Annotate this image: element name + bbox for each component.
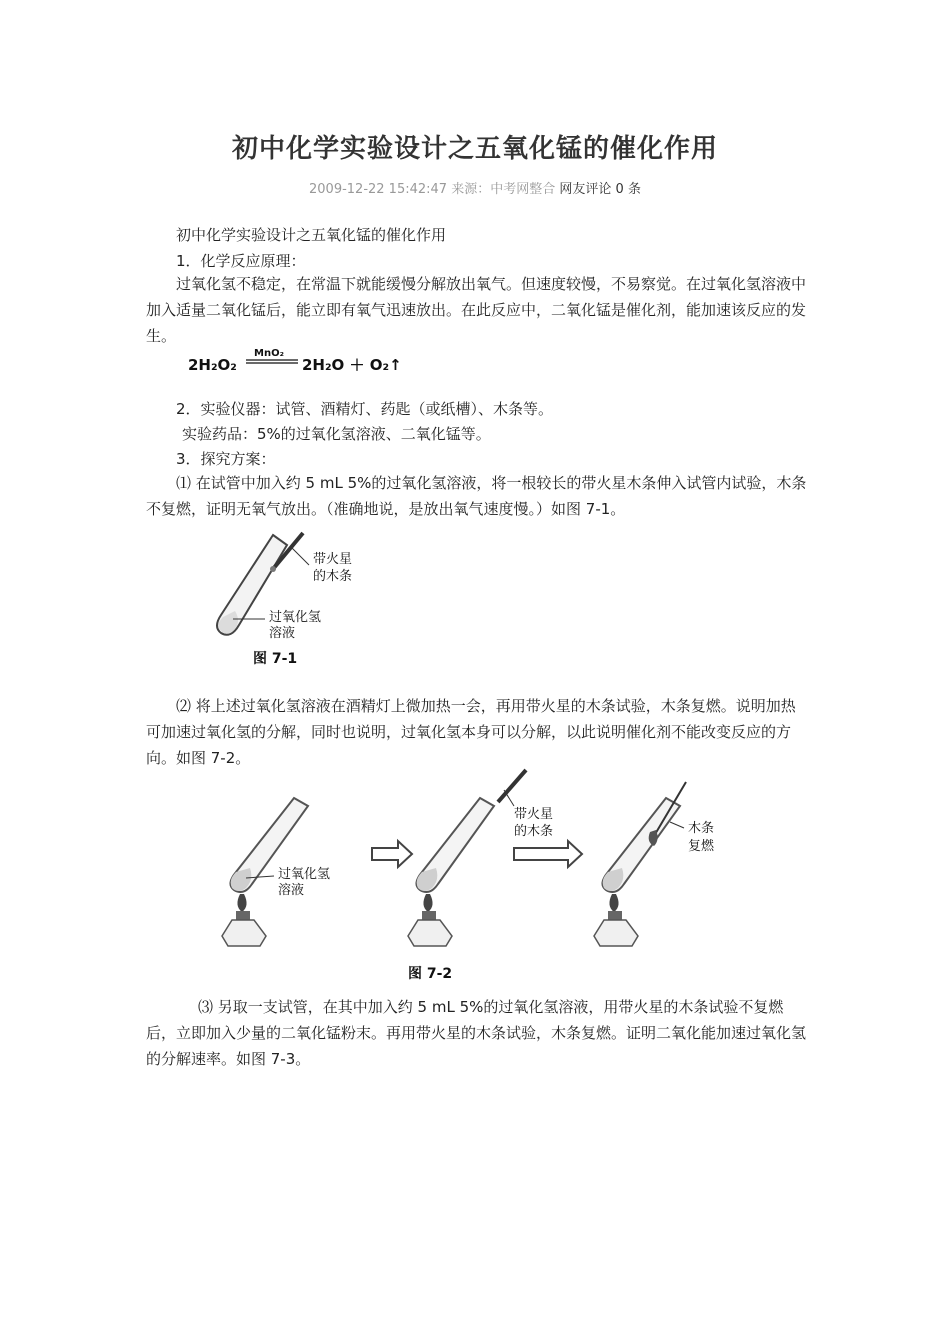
- comments-link[interactable]: 网友评论: [559, 182, 612, 197]
- figure-7-1: [205, 525, 365, 675]
- section-1-heading: 1．化学反应原理：: [176, 252, 306, 270]
- glowing-splint-2: [498, 770, 526, 802]
- leader-line-splint: [291, 547, 309, 565]
- section-2-heading: 2．实验仪器：试管、酒精灯、药匙（或纸槽）、木条等。: [176, 400, 554, 418]
- flame-3: [609, 894, 618, 912]
- comments-count: 0: [615, 182, 624, 197]
- step-2-text: ⑵ 将上述过氧化氢溶液在酒精灯上微加热一会，再用带火星的木条试验，木条复燃。说明加热可加速过氧化氢的分解，同时也说明，过氧化氢本身可以分解，以此说明催化剂不能改变反应的方向。如图 7-2。: [146, 697, 796, 767]
- flame-1: [237, 894, 246, 912]
- figure-7-1-caption: 图 7-1: [253, 651, 298, 667]
- figure-7-2: [208, 766, 768, 988]
- apparatus-3: [594, 782, 686, 946]
- leader-line-relit: [670, 822, 684, 828]
- label-splint-2: 的木条: [313, 569, 353, 584]
- section-1-text: 过氧化氢不稳定，在常温下就能缓慢分解放出氧气。但速度较慢，不易察觉。在过氧化氢溶液中加入适量二氧化锰后，能立即有氧气迅速放出。在此反应中，二氧化锰是催化剂，能加速该反应的发生。: [146, 275, 807, 345]
- step-1-text: ⑴ 在试管中加入约 5 mL 5%的过氧化氢溶液，将一根较长的带火星木条伸入试管内试验，木条不复燃，证明无氧气放出。（准确地说，是放出氧气速度慢。）如图 7-1。: [146, 474, 807, 518]
- section-2-drugs: 实验药品：5%的过氧化氢溶液、二氧化锰等。: [182, 425, 491, 443]
- chemical-equation: [186, 344, 426, 380]
- label-liquid-2: 溶液: [278, 883, 305, 898]
- label-liquid-1: 过氧化氢: [278, 867, 331, 882]
- equation-rhs: 2H₂O ＋ O₂↑: [302, 356, 402, 374]
- label-splint-2: 的木条: [514, 824, 554, 839]
- equation-catalyst: MnO₂: [254, 348, 284, 359]
- intro-heading: 初中化学实验设计之五氧化锰的催化作用: [176, 226, 447, 244]
- label-splint-1: 带火星: [514, 807, 554, 822]
- step-3-text: ⑶ 另取一支试管，在其中加入约 5 mL 5%的过氧化氢溶液，用带火星的木条试验不复燃后，立即加入少量的二氧化锰粉末。再用带火星的木条试验，木条复燃。证明二氧化能加速过氧化氢的分解速率。如图 7-3。: [146, 998, 807, 1068]
- label-liquid-1: 过氧化氢: [269, 610, 322, 625]
- alcohol-lamp-1: [222, 920, 266, 946]
- alcohol-lamp-3: [594, 920, 638, 946]
- flame-2: [423, 894, 432, 912]
- source-label: 来源：: [451, 182, 491, 197]
- figure-7-2-caption: 图 7-2: [408, 966, 453, 982]
- label-liquid-2: 溶液: [269, 626, 296, 641]
- publish-datetime: 2009-12-22 15:42:47: [309, 182, 448, 197]
- label-relit-1: 木条: [688, 821, 715, 836]
- section-3-heading: 3．探究方案：: [176, 450, 276, 468]
- alcohol-lamp-2: [408, 920, 452, 946]
- source-link[interactable]: 中考网整合: [490, 182, 556, 197]
- article-title: 初中化学实验设计之五氧化锰的催化作用: [231, 134, 718, 164]
- comments-unit: 条: [627, 182, 641, 197]
- article-meta: [0, 178, 950, 197]
- equation-lhs: 2H₂O₂: [188, 356, 237, 374]
- process-arrow-1: [372, 841, 412, 867]
- label-relit-2: 复燃: [688, 839, 715, 854]
- process-arrow-2: [514, 841, 582, 867]
- label-splint-1: 带火星: [313, 552, 353, 567]
